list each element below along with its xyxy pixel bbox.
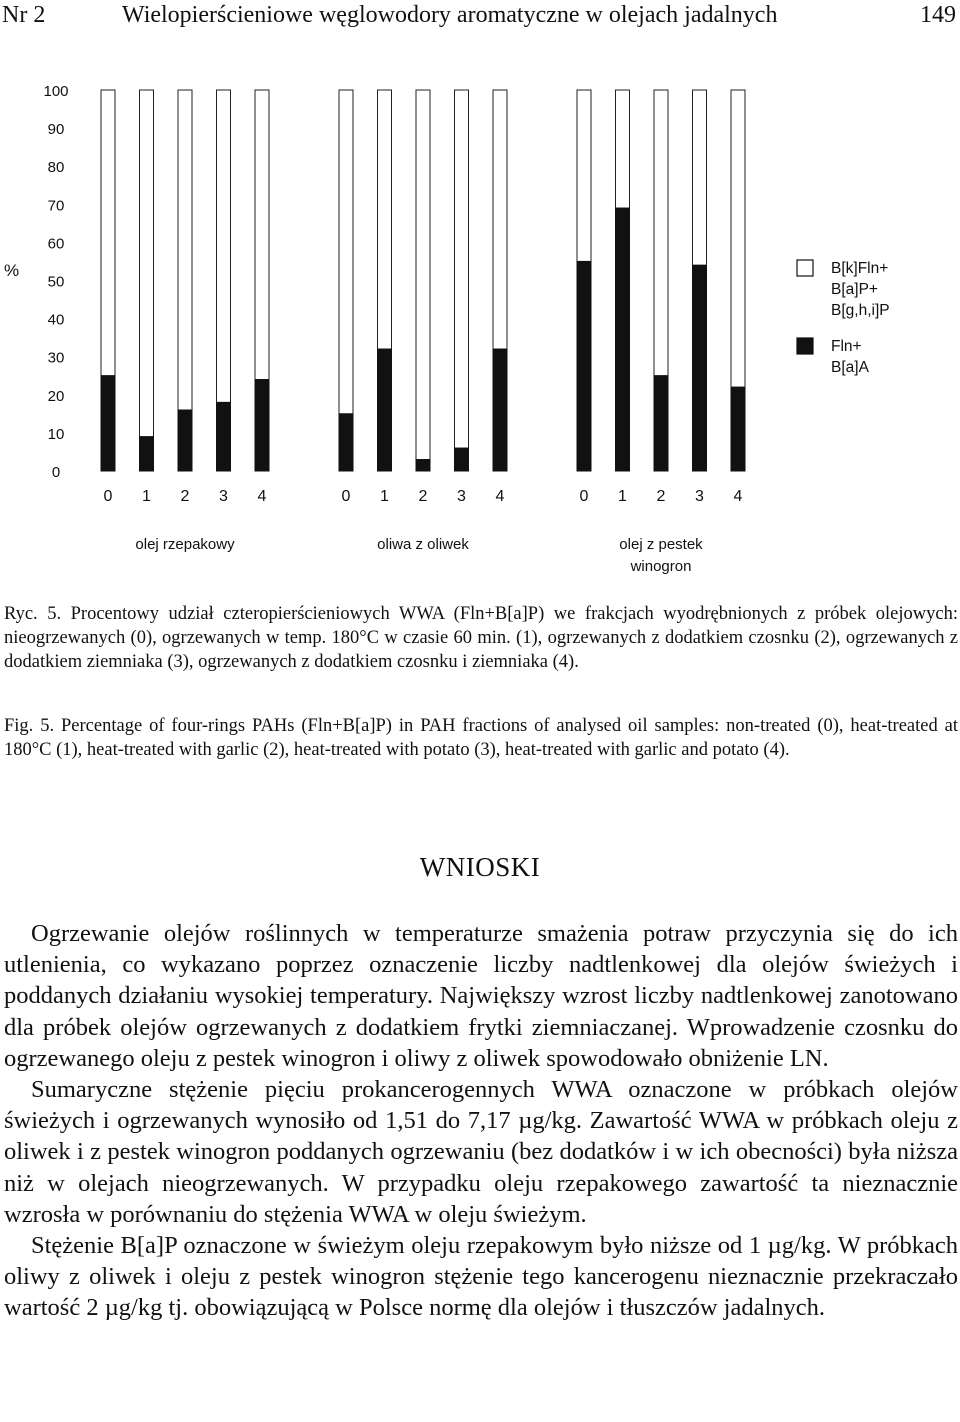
running-title: Wielopierścieniowe węglowodory aromatyczne w olejach jadalnych xyxy=(122,2,778,28)
legend-label: B[a]A xyxy=(831,359,869,376)
x-tick-label: 4 xyxy=(495,488,505,505)
bar-segment-fln-b-a-a xyxy=(101,376,115,471)
bar-segment-fln-b-a-a xyxy=(731,387,745,471)
bar-segment-fln-b-a-a xyxy=(577,261,591,471)
legend-label: Fln+ xyxy=(831,338,862,355)
y-tick-label: 10 xyxy=(47,425,65,443)
bar-segment-b-k-fln-b-a-p-b-g-h-i-p xyxy=(101,90,115,376)
x-tick-label: 0 xyxy=(341,488,351,505)
bar-segment-fln-b-a-a xyxy=(339,414,353,471)
x-tick-label: 1 xyxy=(142,488,151,505)
x-tick-label: 1 xyxy=(618,488,627,505)
legend-swatch xyxy=(797,338,813,354)
x-tick-label: 4 xyxy=(733,488,743,505)
y-tick-label: 90 xyxy=(47,121,65,139)
paragraph: Ogrzewanie olejów roślinnych w temperaturze smażenia potraw przyczynia się do ich utlenienia, co wykazano poprzez oznaczenie liczby nadtlenkowej dla olejów świeżych i poddanych działaniu wysokiej temperatury. Największy wzrost liczby nadtlenkowej zanotowano dla próbek olejów ogrzewanych z dodatkiem frytki ziemniaczanej. Wprowadzenie czosnku do ogrzewanego oleju z pestek winogron i oliwy z oliwek spowodowało obniżenie LN. xyxy=(4,920,958,1072)
bars xyxy=(101,90,745,471)
bar-segment-b-k-fln-b-a-p-b-g-h-i-p xyxy=(178,90,192,410)
paragraph: Stężenie B[a]P oznaczone w świeżym oleju rzepakowym było niższe od 1 µg/kg. W próbkach oliwy z oliwek i oleju z pestek winogron stężenie tego kancerogenu nieznacznie przekraczało wartość 2 µg/kg tj. obowiązującą w Polsce normę dla olejów i tłuszczów jadalnych. xyxy=(4,1232,958,1322)
x-tick-label: 2 xyxy=(418,488,428,505)
bar-segment-fln-b-a-a xyxy=(217,402,231,471)
group-label: winogron xyxy=(630,558,692,575)
bar-segment-fln-b-a-a xyxy=(616,208,630,471)
group-labels xyxy=(135,536,703,575)
figure-caption-en: Fig. 5. Percentage of four-rings PAHs (Fln+B[a]P) in PAH fractions of analysed oil samples: non-treated (0), heat-treated at 180°C (1), heat-treated with garlic (2), heat-treated with potato (3), heat-treated with garlic and potato (4). xyxy=(4,716,958,760)
y-tick-label: 70 xyxy=(47,197,65,215)
bar-segment-fln-b-a-a xyxy=(178,410,192,471)
bar-segment-fln-b-a-a xyxy=(654,376,668,471)
y-tick-label: 30 xyxy=(47,349,65,367)
x-tick-label: 0 xyxy=(103,488,113,505)
stacked-bar-chart xyxy=(0,70,960,580)
section-heading: WNIOSKI xyxy=(419,852,541,882)
legend-label: B[k]Fln+ xyxy=(831,260,889,277)
figure-caption-pl: Ryc. 5. Procentowy udział czteropierścieniowych WWA (Fln+B[a]P) we frakcjach wyodrębnionych z próbek olejowych: nieogrzewanych (0), ogrzewanych w temp. 180°C w czasie 60 min. (1), ogrzewanych z dodatkiem czosnku (2), ogrzewanych z dodatkiem ziemniaka (3), ogrzewanych z dodatkiem czosnku i ziemniaka (4). xyxy=(4,604,958,672)
y-tick-label: 0 xyxy=(51,464,61,481)
bar-segment-b-k-fln-b-a-p-b-g-h-i-p xyxy=(378,90,392,349)
x-tick-label: 3 xyxy=(457,488,466,505)
bar-segment-b-k-fln-b-a-p-b-g-h-i-p xyxy=(455,90,469,448)
group-label: olej rzepakowy xyxy=(135,536,235,553)
x-tick-label: 4 xyxy=(257,488,267,505)
legend-swatch xyxy=(797,260,813,276)
y-tick-label: 20 xyxy=(47,387,65,405)
legend-label: B[a]P+ xyxy=(831,281,878,298)
paragraph: Sumaryczne stężenie pięciu prokancerogennych WWA oznaczone w próbkach olejów świeżych i ogrzewanych wynosiło od 1,51 do 7,17 µg/kg. Zawartość WWA w próbkach oleju z oliwek i z pestek winogron poddanych ogrzewaniu (bez dodatków i w ich obecności) była niższa niż w olejach nieogrzewanych. W przypadku oleju rzepakowego zawartość ta nieznacznie wzrosła w porównaniu do stężenia WWA w oleju świeżym. xyxy=(4,1076,958,1228)
y-axis-label: % xyxy=(4,261,20,280)
x-tick-label: 2 xyxy=(180,488,190,505)
x-tick-label: 1 xyxy=(380,488,389,505)
y-tick-label: 50 xyxy=(47,273,65,291)
x-tick-label: 2 xyxy=(656,488,666,505)
bar-segment-b-k-fln-b-a-p-b-g-h-i-p xyxy=(731,90,745,387)
x-tick-label: 0 xyxy=(579,488,589,505)
x-tick-label: 3 xyxy=(219,488,228,505)
running-head xyxy=(0,0,960,36)
bar-segment-b-k-fln-b-a-p-b-g-h-i-p xyxy=(493,90,507,349)
x-tick-labels xyxy=(104,488,743,505)
bar-segment-fln-b-a-a xyxy=(455,448,469,471)
bar-segment-fln-b-a-a xyxy=(416,460,430,471)
conclusions-body xyxy=(4,918,958,1324)
bar-segment-b-k-fln-b-a-p-b-g-h-i-p xyxy=(693,90,707,265)
page-number: 149 xyxy=(920,2,956,28)
bar-segment-fln-b-a-a xyxy=(378,349,392,471)
x-tick-label: 3 xyxy=(695,488,704,505)
bar-segment-b-k-fln-b-a-p-b-g-h-i-p xyxy=(654,90,668,376)
bar-segment-b-k-fln-b-a-p-b-g-h-i-p xyxy=(255,90,269,380)
legend-label: B[g,h,i]P xyxy=(831,302,890,319)
journal-issue: Nr 2 xyxy=(2,2,46,28)
bar-segment-b-k-fln-b-a-p-b-g-h-i-p xyxy=(616,90,630,208)
y-tick-label: 40 xyxy=(47,311,65,329)
bar-segment-fln-b-a-a xyxy=(255,380,269,471)
bar-segment-fln-b-a-a xyxy=(140,437,154,471)
y-tick-label: 100 xyxy=(43,83,69,100)
legend xyxy=(797,260,890,376)
group-label: olej z pestek xyxy=(619,536,703,553)
bar-segment-b-k-fln-b-a-p-b-g-h-i-p xyxy=(577,90,591,261)
bar-segment-b-k-fln-b-a-p-b-g-h-i-p xyxy=(339,90,353,414)
y-axis-ticks xyxy=(43,83,68,481)
group-label: oliwa z oliwek xyxy=(377,536,469,553)
bar-segment-fln-b-a-a xyxy=(493,349,507,471)
y-tick-label: 80 xyxy=(47,159,65,177)
bar-segment-b-k-fln-b-a-p-b-g-h-i-p xyxy=(140,90,154,437)
bar-segment-b-k-fln-b-a-p-b-g-h-i-p xyxy=(416,90,430,460)
bar-segment-b-k-fln-b-a-p-b-g-h-i-p xyxy=(217,90,231,402)
y-tick-label: 60 xyxy=(47,235,65,253)
bar-segment-fln-b-a-a xyxy=(693,265,707,471)
